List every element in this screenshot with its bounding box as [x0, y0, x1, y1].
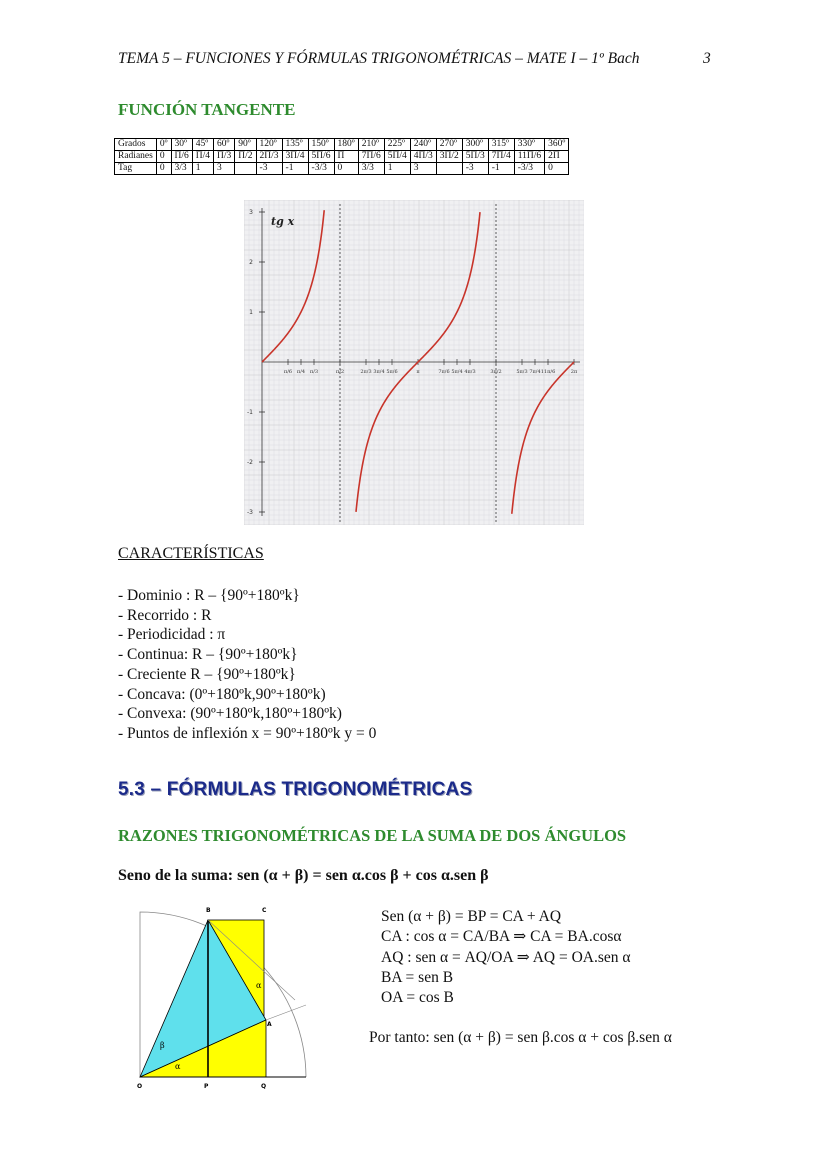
table-cell: Π [334, 151, 358, 163]
table-cell: 360º [545, 139, 569, 151]
seno-suma-formula: Seno de la suma: sen (α + β) = sen α.cos β + cos α.sen β [118, 867, 489, 884]
row-grados [115, 139, 569, 151]
caracteristica-item: - Dominio : R – {90º+180ºk} [118, 587, 300, 604]
label-o: O [137, 1083, 143, 1090]
table-cell: 5Π/3 [462, 151, 488, 163]
table-cell: 225º [384, 139, 410, 151]
table-cell: Π/6 [171, 151, 192, 163]
caracteristica-item: - Creciente R – {90º+180ºk} [118, 665, 296, 683]
x-tick-label: π/3 [309, 369, 319, 375]
y-tick-label: 2 [249, 259, 253, 266]
proof-line: BA = sen B [381, 968, 454, 986]
proof-block [381, 907, 631, 1008]
sum-angle-diagram [120, 900, 320, 1100]
caracteristica-item: - Recorrido : R [118, 606, 212, 624]
table-cell: 180º [334, 139, 358, 151]
section-heading-formulas: 5.3 – FÓRMULAS TRIGONOMÉTRICAS [118, 779, 473, 800]
label-alpha-top: α [256, 981, 262, 990]
table-cell: 120º [256, 139, 282, 151]
y-tick-label: 1 [249, 309, 253, 316]
table-cell: 210º [358, 139, 384, 151]
table-cell: 90º [235, 139, 256, 151]
caracteristica-item: - Concava: (0º+180ºk,90º+180ºk) [118, 685, 326, 703]
y-tick-label: 3 [249, 209, 253, 216]
table-cell: 150º [308, 139, 334, 151]
table-cell: 270º [436, 139, 462, 151]
table-cell [436, 163, 462, 175]
table-cell: 2Π/3 [256, 151, 282, 163]
table-cell: Π/2 [235, 151, 256, 163]
table-cell: 30º [171, 139, 192, 151]
table-cell: 135º [282, 139, 308, 151]
table-cell: 300º [462, 139, 488, 151]
row-radianes [115, 151, 569, 163]
x-tick-label: π [416, 369, 420, 375]
table-cell: 5Π/4 [384, 151, 410, 163]
table-cell: 0 [334, 163, 358, 175]
table-cell: 3/3 [358, 163, 384, 175]
table-cell: -3/3 [514, 163, 544, 175]
table-cell: 0 [156, 151, 171, 163]
x-tick-label: 11π/6 [540, 369, 556, 375]
table-cell: 315º [488, 139, 514, 151]
row-header-cell: Grados [115, 139, 157, 151]
table-cell: 3 [214, 163, 235, 175]
x-tick-label: 3π/4 [373, 369, 385, 375]
table-cell: 0 [545, 163, 569, 175]
header-title: TEMA 5 – FUNCIONES Y FÓRMULAS TRIGONOMÉTRICAS – MATE I – 1º Bach [118, 50, 640, 67]
x-tick-label: 7π/4 [529, 369, 541, 375]
table-cell: 11Π/6 [514, 151, 544, 163]
row-tag [115, 163, 569, 175]
x-tick-label: 4π/3 [464, 369, 476, 375]
chart-title: tg x [271, 215, 295, 228]
section-heading-tangente: FUNCIÓN TANGENTE [118, 100, 296, 119]
table-cell: 2Π [545, 151, 569, 163]
x-tick-label: π/4 [296, 369, 306, 375]
row-header-cell: Tag [115, 163, 157, 175]
x-tick-label: 5π/6 [386, 369, 398, 375]
table-cell: 0º [156, 139, 171, 151]
table-cell: 3/3 [171, 163, 192, 175]
table-cell: 7Π/6 [358, 151, 384, 163]
label-q: Q [261, 1083, 267, 1090]
table-cell: 5Π/6 [308, 151, 334, 163]
table-cell [235, 163, 256, 175]
caracteristica-item: - Convexa: (90º+180ºk,180º+180ºk) [118, 705, 342, 723]
table-cell: 1 [192, 163, 213, 175]
y-tick-label: -2 [247, 459, 253, 466]
table-cell: 330º [514, 139, 544, 151]
caracteristicas-list [118, 586, 376, 744]
tangent-graph [244, 200, 584, 525]
proof-line: CA : cos α = CA/BA ⇒ CA = BA.cosα [381, 928, 622, 946]
label-c: C [262, 907, 267, 914]
radius-line [266, 1005, 306, 1020]
tangent-values-table [114, 138, 569, 175]
table-cell: -3 [256, 163, 282, 175]
x-tick-label: 2π [570, 369, 578, 375]
subheading-suma-angulos: RAZONES TRIGONOMÉTRICAS DE LA SUMA DE DOS ÁNGULOS [118, 826, 627, 845]
caracteristicas-title: CARACTERÍSTICAS [118, 545, 264, 562]
table-cell: -1 [282, 163, 308, 175]
proof-line: Sen (α + β) = BP = CA + AQ [381, 908, 562, 925]
label-a: A [267, 1021, 272, 1028]
y-tick-label: -3 [247, 509, 253, 516]
table-cell: -3/3 [308, 163, 334, 175]
proof-line: AQ : sen α = AQ/OA ⇒ AQ = OA.sen α [381, 948, 631, 966]
caracteristica-item: - Puntos de inflexión x = 90º+180ºk y = 0 [118, 724, 377, 742]
caracteristica-item: - Continua: R – {90º+180ºk} [118, 646, 298, 664]
conclusion: Por tanto: sen (α + β) = sen β.cos α + cos β.sen α [369, 1029, 672, 1046]
x-tick-label: 3π/2 [490, 369, 502, 375]
label-beta: β [160, 1041, 165, 1050]
page-header [118, 50, 718, 68]
x-tick-label: 5π/4 [451, 369, 463, 375]
x-tick-label: 5π/3 [516, 369, 528, 375]
x-tick-label: 7π/6 [438, 369, 450, 375]
table-cell: -1 [488, 163, 514, 175]
table-cell: Π/4 [192, 151, 213, 163]
table-cell: 3Π/2 [436, 151, 462, 163]
table-cell: 3Π/4 [282, 151, 308, 163]
table-cell: 1 [384, 163, 410, 175]
row-header-cell: Radianes [115, 151, 157, 163]
table-cell: 60º [214, 139, 235, 151]
table-cell: 45º [192, 139, 213, 151]
y-tick-label: -1 [247, 409, 253, 416]
table-cell: Π/3 [214, 151, 235, 163]
x-tick-label: π/6 [283, 369, 293, 375]
caracteristica-item: - Periodicidad : π [118, 626, 226, 644]
page-number: 3 [703, 50, 711, 67]
label-b: B [206, 907, 211, 914]
table-cell: 240º [410, 139, 436, 151]
proof-line: OA = cos B [381, 989, 454, 1007]
label-alpha-bottom: α [175, 1062, 181, 1071]
table-cell: -3 [462, 163, 488, 175]
table-cell: 4Π/3 [410, 151, 436, 163]
x-tick-label: 2π/3 [360, 369, 372, 375]
table-cell: 7Π/4 [488, 151, 514, 163]
table-cell: 0 [156, 163, 171, 175]
x-tick-label: π/2 [335, 369, 345, 375]
table-cell: 3 [410, 163, 436, 175]
label-p: P [204, 1083, 209, 1090]
